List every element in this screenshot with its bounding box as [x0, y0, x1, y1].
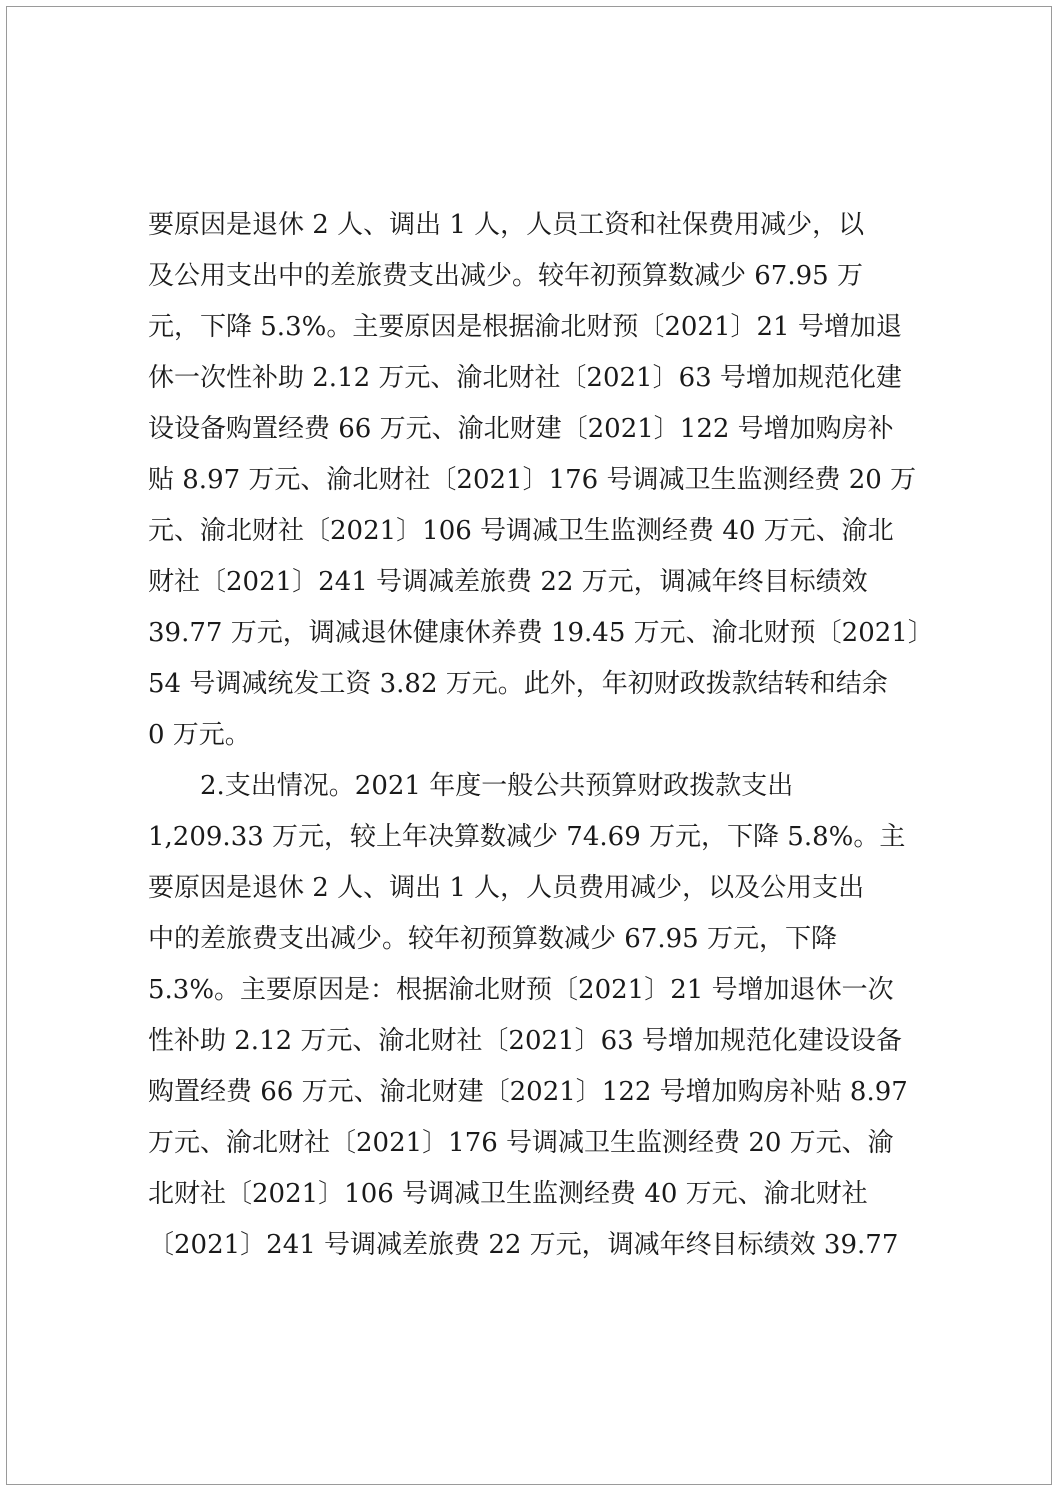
- body-text: [148, 200, 948, 1271]
- text-line-6: 贴 8.97 万元、渝北财社〔2021〕176 号调减卫生监测经费 20 万: [148, 465, 917, 495]
- text-line-9: 39.77 万元，调减退休健康休养费 19.45 万元、渝北财预〔2021〕: [148, 618, 934, 648]
- text-line-16: 5.3%。主要原因是：根据渝北财预〔2021〕21 号增加退休一次: [148, 975, 894, 1005]
- text-line-17: 性补助 2.12 万元、渝北财社〔2021〕63 号增加规范化建设设备: [148, 1026, 902, 1056]
- text-line-11: 0 万元。: [148, 720, 251, 750]
- text-line-4: 休一次性补助 2.12 万元、渝北财社〔2021〕63 号增加规范化建: [148, 363, 902, 393]
- text-line-7: 元、渝北财社〔2021〕106 号调减卫生监测经费 40 万元、渝北: [148, 516, 894, 546]
- text-line-10: 54 号调减统发工资 3.82 万元。此外，年初财政拨款结转和结余: [148, 669, 888, 699]
- text-line-15: 中的差旅费支出减少。较年初预算数减少 67.95 万元，下降: [148, 924, 837, 954]
- text-line-20: 北财社〔2021〕106 号调减卫生监测经费 40 万元、渝北财社: [148, 1179, 868, 1209]
- text-line-18: 购置经费 66 万元、渝北财建〔2021〕122 号增加购房补贴 8.97: [148, 1077, 908, 1107]
- text-line-12: 2.支出情况。2021 年度一般公共预算财政拨款支出: [148, 771, 794, 801]
- text-line-1: 要原因是退休 2 人、调出 1 人，人员工资和社保费用减少，以: [148, 210, 865, 240]
- text-line-21: 〔2021〕241 号调减差旅费 22 万元，调减年终目标绩效 39.77: [148, 1230, 899, 1260]
- document-page: [6, 6, 1052, 1485]
- text-line-2: 及公用支出中的差旅费支出减少。较年初预算数减少 67.95 万: [148, 261, 863, 291]
- text-line-13: 1,209.33 万元，较上年决算数减少 74.69 万元，下降 5.8%。主: [148, 822, 906, 852]
- text-line-14: 要原因是退休 2 人、调出 1 人，人员费用减少，以及公用支出: [148, 873, 865, 903]
- text-line-8: 财社〔2021〕241 号调减差旅费 22 万元，调减年终目标绩效: [148, 567, 868, 597]
- text-line-5: 设设备购置经费 66 万元、渝北财建〔2021〕122 号增加购房补: [148, 414, 894, 444]
- text-line-19: 万元、渝北财社〔2021〕176 号调减卫生监测经费 20 万元、渝: [148, 1128, 894, 1158]
- text-line-3: 元，下降 5.3%。主要原因是根据渝北财预〔2021〕21 号增加退: [148, 312, 902, 342]
